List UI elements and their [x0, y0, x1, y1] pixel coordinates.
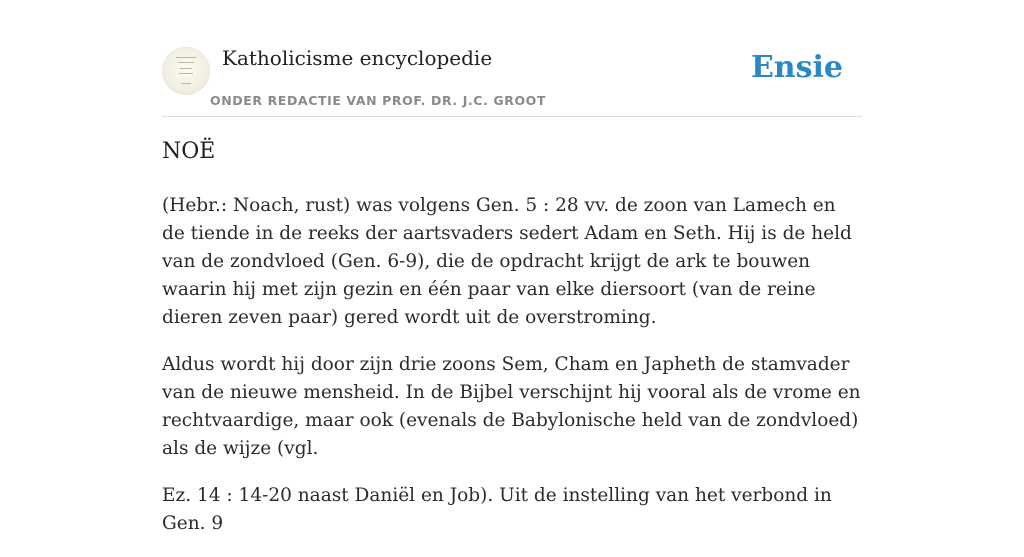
- book-editor-subtitle: ONDER REDACTIE VAN PROF. DR. J.C. GROOT: [210, 93, 547, 108]
- cover-text-line: [180, 68, 192, 69]
- article-body: [162, 192, 862, 557]
- cover-text-line: [179, 73, 193, 74]
- book-cover-thumbnail[interactable]: [162, 47, 210, 95]
- cover-text-line: [176, 57, 196, 58]
- book-title-link[interactable]: Katholicisme encyclopedie: [222, 46, 493, 70]
- encyclopedia-header: [162, 40, 862, 117]
- cover-text-line: [181, 83, 191, 84]
- cover-text-line: [178, 62, 194, 63]
- article-paragraph: Aldus wordt hij door zijn drie zoons Sem, Cham en Japheth de stamvader van de nieuwe mensheid. In de Bijbel verschijnt hij vooral als de vrome en rechtvaardige, maar ook (evenals de Babylonische held van de zondvloed) als de wijze (vgl.: [162, 354, 861, 459]
- article-paragraph: (Hebr.: Noach, rust) was volgens Gen. 5 : 28 vv. de zoon van Lamech en de tiende in de reeks der aartsvaders sedert Adam en Seth. Hij is de held van de zondvloed (Gen. 6-9), die de opdracht krijgt de ark te bouwen waarin hij met zijn gezin en één paar van elke diersoort (van de reine dieren zeven paar) gered wordt uit de overstroming.: [162, 195, 852, 328]
- article-paragraph: Ez. 14 : 14-20 naast Daniël en Job). Uit de instelling van het verbond in Gen. 9: [162, 485, 832, 534]
- ensie-logo-link[interactable]: Ensie: [750, 50, 843, 85]
- article-title: NOË: [162, 139, 216, 164]
